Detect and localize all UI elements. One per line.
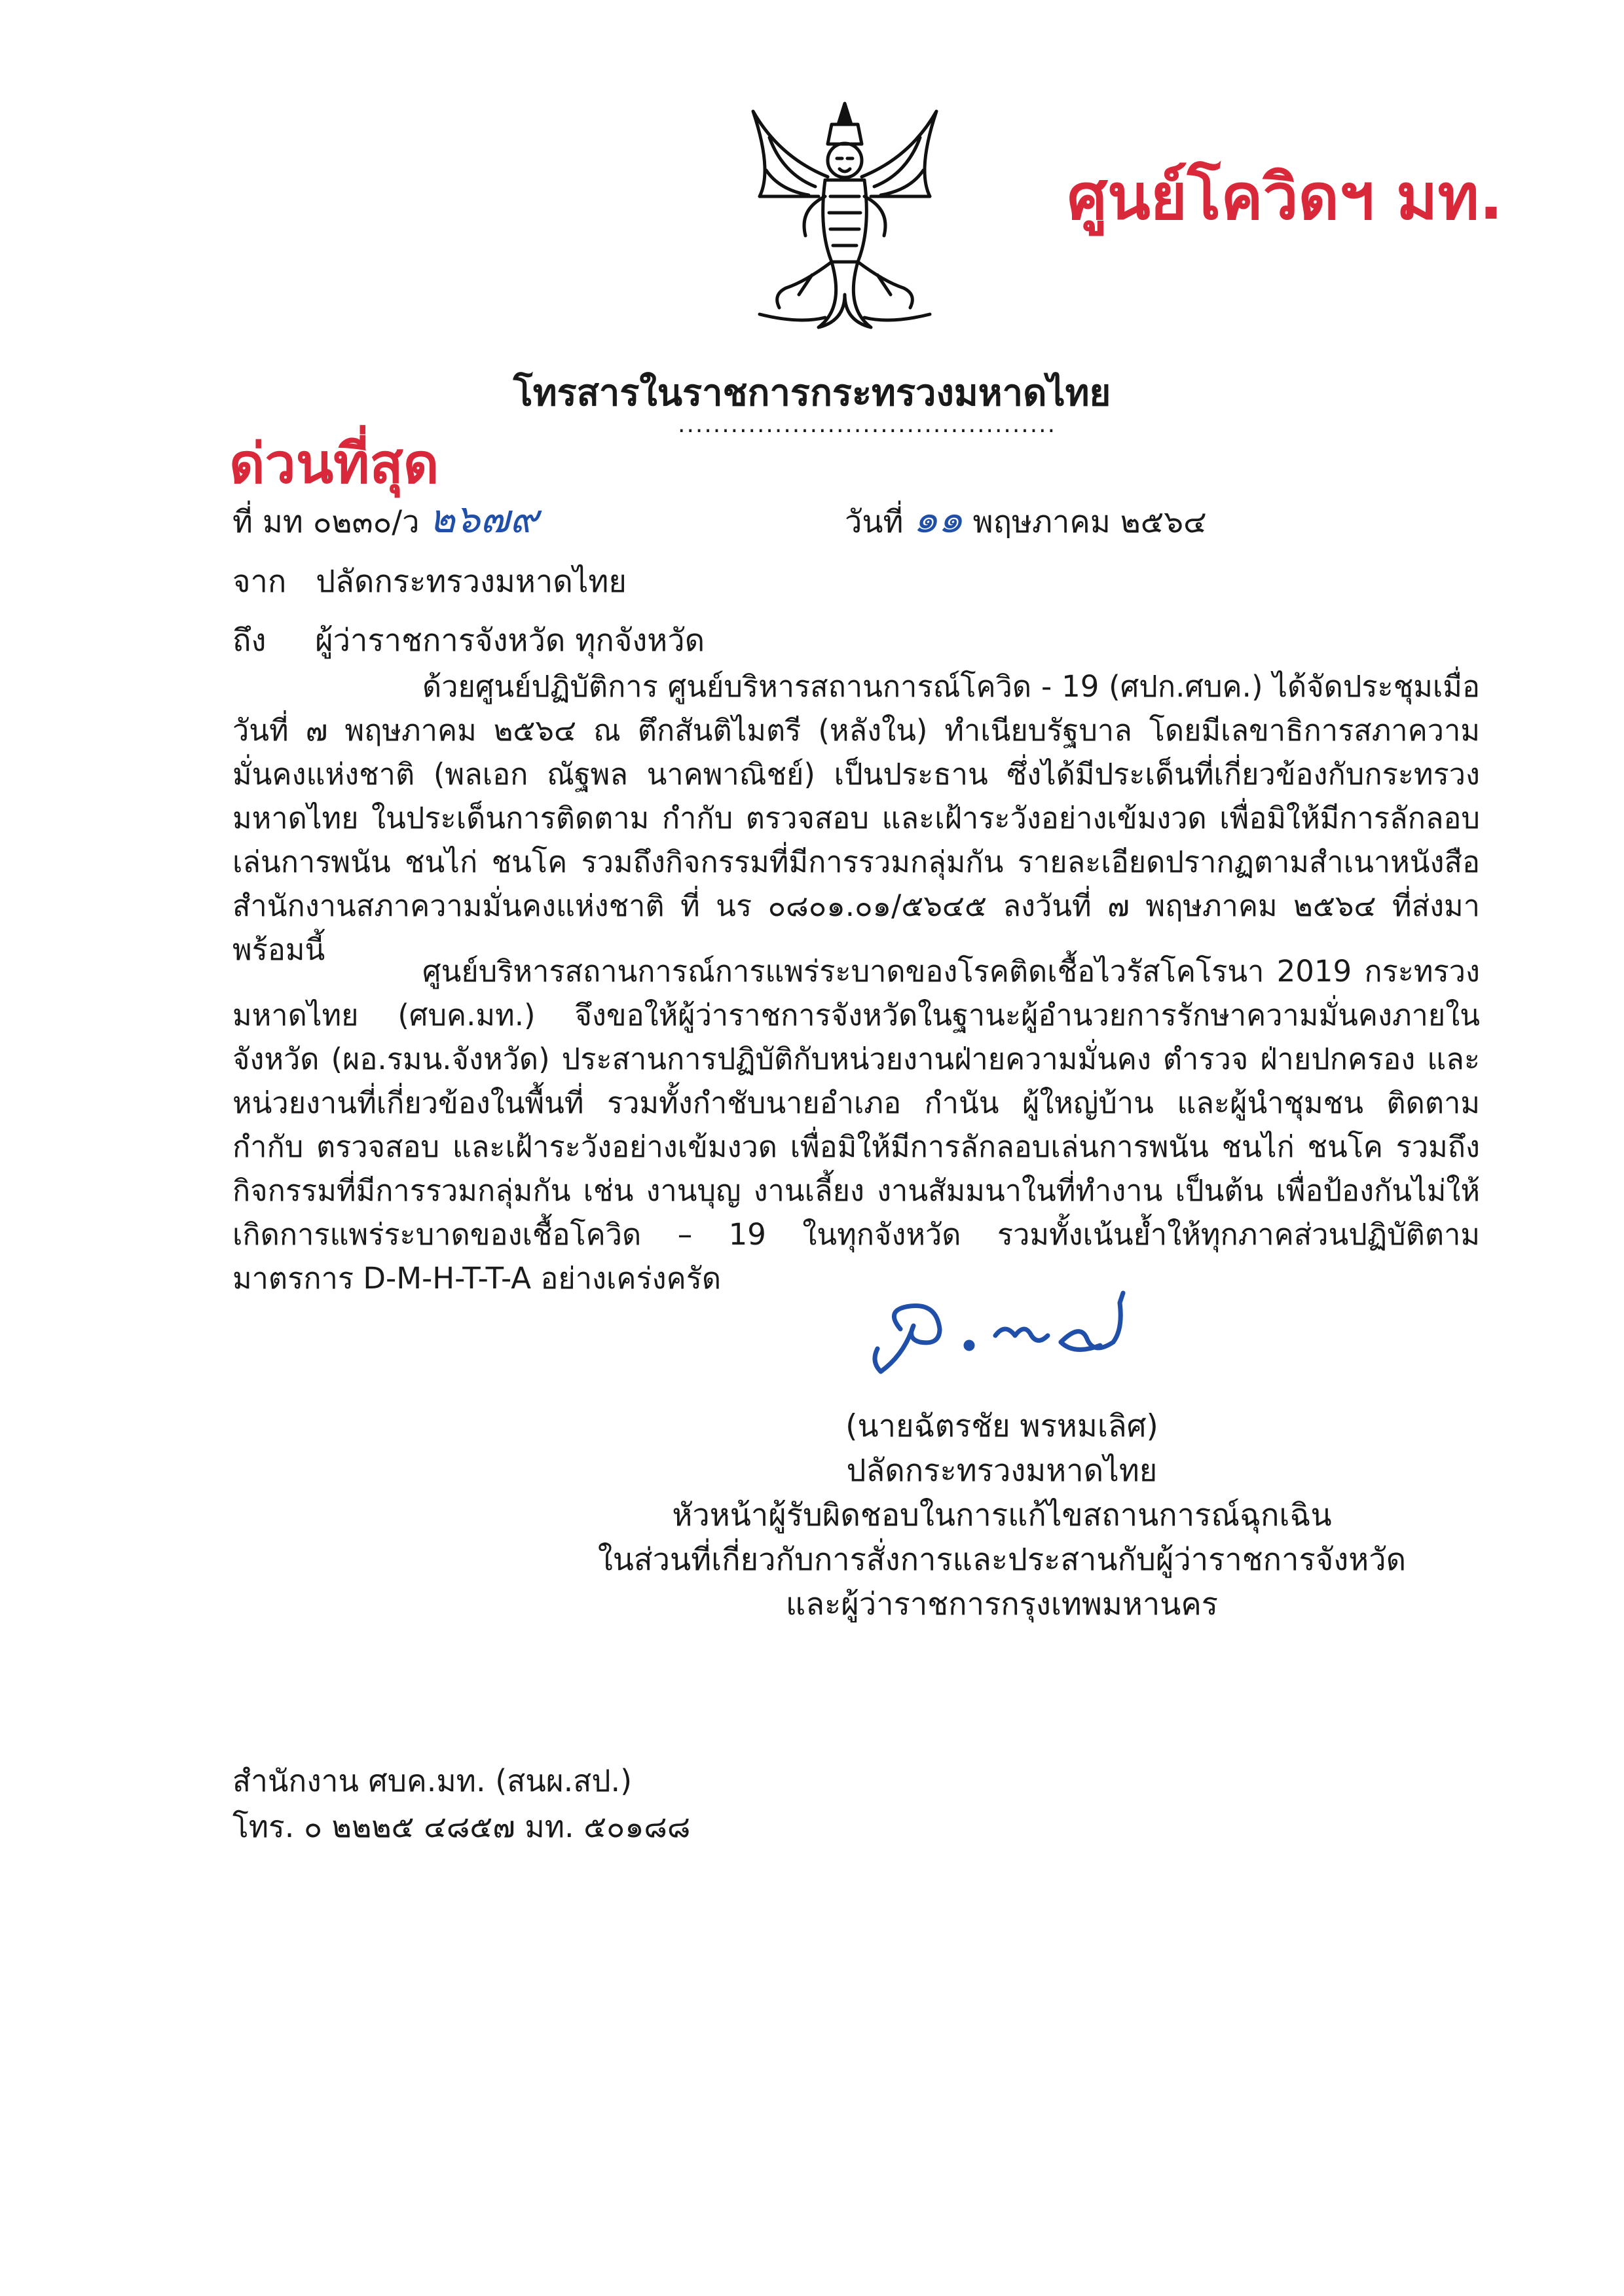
title-dotted-line: ........................................... [678, 411, 1057, 438]
body-paragraph-1 [232, 665, 1480, 972]
paragraph-1-text: ด้วยศูนย์ปฏิบัติการ ศูนย์บริหารสถานการณ์โควิด - 19 (ศปก.ศบค.) ได้จัดประชุมเมื่อวันที่ ๗ พฤษภาคม ๒๕๖๔ ณ ตึกสันติไมตรี (หลังใน) ทำเนียบรัฐบาล โดยมีเลขาธิการสภาความมั่นคงแห่งชาติ (พลเอก ณัฐพล นาคพาณิชย์) เป็นประธาน ซึ่งได้มีประเด็นที่เกี่ยวข้องกับกระทรวงมหาดไทย ในประเด็นการติดตาม กำกับ ตรวจสอบ และเฝ้าระวังอย่างเข้มงวด เพื่อมิให้มีการลักลอบเล่นการพนัน ชนไก่ ชนโค รวมถึงกิจกรรมที่มีการรวมกลุ่มกัน รายละเอียดปรากฏตามสำเนาหนังสือสำนักงานสภาความมั่นคงแห่งชาติ ที่ นร ๐๘๐๑.๐๑/๕๖๔๕ ลงวันที่ ๗ พฤษภาคม ๒๕๖๔ ที่ส่งมาพร้อมนี้ [232, 669, 1480, 967]
signer-position-4: และผู้ว่าราชการกรุงเทพมหานคร [785, 1586, 1219, 1622]
reference-line [232, 488, 538, 550]
footer-phone: โทร. ๐ ๒๒๒๕ ๔๘๕๗ มท. ๕๐๑๘๘ [232, 1809, 691, 1844]
date-label: วันที่ [845, 504, 904, 540]
signer-position-3: ในส่วนที่เกี่ยวกับการสั่งการและประสานกับผู้ว่าราชการจังหวัด [597, 1542, 1407, 1578]
garuda-emblem-icon [733, 98, 956, 334]
date-line [845, 488, 1207, 550]
from-value: ปลัดกระทรวงมหาดไทย [316, 564, 627, 600]
to-label: ถึง [232, 623, 267, 659]
footer-block [232, 1758, 690, 1850]
urgency-stamp: ด่วนที่สุด [229, 431, 439, 496]
document-title: โทรสารในราชการกระทรวงมหาดไทย [513, 372, 1111, 414]
reference-label: ที่ มท ๐๒๓๐/ว [232, 504, 420, 540]
date-day-handwritten: ๑๑ [913, 496, 963, 542]
from-label: จาก [232, 564, 287, 600]
handwritten-signature [864, 1283, 1153, 1381]
reference-number-handwritten: ๒๖๗๙ [429, 496, 539, 542]
from-line [232, 556, 627, 606]
signer-position-2: หัวหน้าผู้รับผิดชอบในการแก้ไขสถานการณ์ฉุกเฉิน [672, 1497, 1332, 1533]
footer-office: สำนักงาน ศบค.มท. (สนผ.สป.) [232, 1763, 633, 1798]
signature-block [589, 1404, 1414, 1627]
body-paragraph-2 [232, 949, 1480, 1300]
to-value: ผู้ว่าราชการจังหวัด ทุกจังหวัด [315, 623, 705, 659]
center-stamp: ศูนย์โควิดฯ มท. [1067, 160, 1504, 234]
to-line [232, 615, 705, 665]
paragraph-2-text: ศูนย์บริหารสถานการณ์การแพร่ระบาดของโรคติดเชื้อไวรัสโคโรนา 2019 กระทรวงมหาดไทย (ศบค.มท.) จึงขอให้ผู้ว่าราชการจังหวัดในฐานะผู้อำนวยการรักษาความมั่นคงภายในจังหวัด (ผอ.รมน.จังหวัด) ประสานการปฏิบัติกับหน่วยงานฝ่ายความมั่นคง ตำรวจ ฝ่ายปกครอง และหน่วยงานที่เกี่ยวข้องในพื้นที่ รวมทั้งกำชับนายอำเภอ กำนัน ผู้ใหญ่บ้าน และผู้นำชุมชน ติดตาม กำกับ ตรวจสอบ และเฝ้าระวังอย่างเข้มงวด เพื่อมิให้มีการลักลอบเล่นการพนัน ชนไก่ ชนโค รวมถึงกิจกรรมที่มีการรวมกลุ่มกัน เช่น งานบุญ งานเลี้ยง งานสัมมนาในที่ทำงาน เป็นต้น เพื่อป้องกันไม่ให้เกิดการแพร่ระบาดของเชื้อโควิด – 19 ในทุกจังหวัด รวมทั้งเน้นย้ำให้ทุกภาคส่วนปฏิบัติตามมาตรการ D-M-H-T-T-A อย่างเคร่งครัด [232, 954, 1480, 1296]
signer-name: (นายฉัตรชัย พรหมเลิศ) [845, 1408, 1158, 1444]
date-month-year: พฤษภาคม ๒๕๖๔ [972, 504, 1207, 540]
signer-position-1: ปลัดกระทรวงมหาดไทย [846, 1453, 1158, 1489]
